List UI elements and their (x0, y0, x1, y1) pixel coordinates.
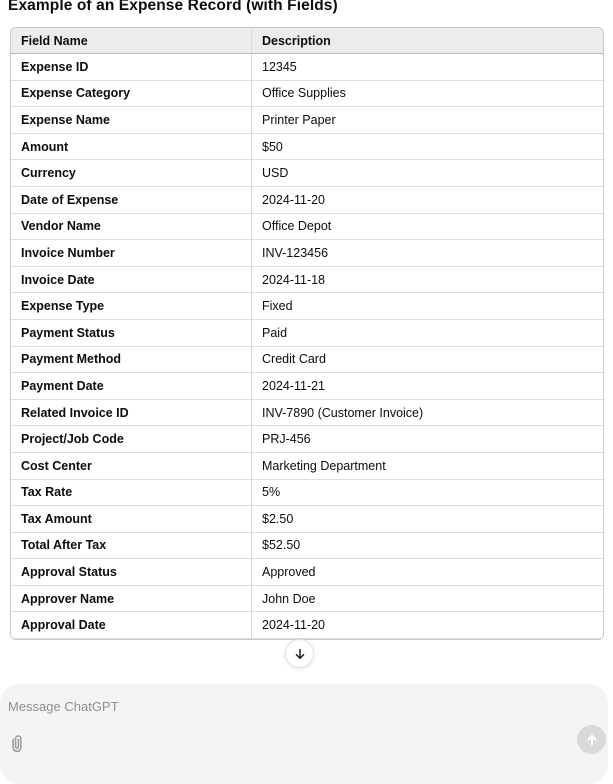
field-name-cell: Payment Method (11, 347, 252, 374)
description-cell: Marketing Department (252, 453, 603, 480)
column-header-field-name: Field Name (11, 28, 252, 54)
field-name-cell: Project/Job Code (11, 426, 252, 453)
down-arrow-icon (293, 647, 307, 661)
table-row (11, 506, 603, 533)
table-row (11, 54, 603, 81)
table-row (11, 187, 603, 214)
description-cell: John Doe (252, 586, 603, 613)
table-row (11, 81, 603, 108)
paperclip-icon (9, 733, 25, 755)
description-cell: Fixed (252, 293, 603, 320)
attach-file-button[interactable] (4, 731, 30, 757)
message-input-placeholder: Message ChatGPT (8, 699, 119, 714)
table-row (11, 134, 603, 161)
field-name-cell: Currency (11, 160, 252, 187)
column-header-description: Description (252, 28, 603, 54)
description-cell: Office Supplies (252, 81, 603, 108)
table-row (11, 293, 603, 320)
description-cell: 5% (252, 480, 603, 507)
field-name-cell: Expense Category (11, 81, 252, 108)
field-name-cell: Tax Rate (11, 480, 252, 507)
table-row (11, 347, 603, 374)
field-name-cell: Approver Name (11, 586, 252, 613)
table-row (11, 373, 603, 400)
table-row (11, 586, 603, 613)
field-name-cell: Invoice Date (11, 267, 252, 294)
table-row (11, 612, 603, 639)
description-cell: 2024-11-18 (252, 267, 603, 294)
table-row (11, 559, 603, 586)
description-cell: $2.50 (252, 506, 603, 533)
description-cell: Paid (252, 320, 603, 347)
description-cell: 12345 (252, 54, 603, 81)
field-name-cell: Tax Amount (11, 506, 252, 533)
field-name-cell: Payment Date (11, 373, 252, 400)
description-cell: 2024-11-20 (252, 612, 603, 639)
description-cell: INV-7890 (Customer Invoice) (252, 400, 603, 427)
table-row (11, 480, 603, 507)
field-name-cell: Expense ID (11, 54, 252, 81)
description-cell: 2024-11-21 (252, 373, 603, 400)
send-button[interactable] (577, 725, 606, 754)
field-name-cell: Vendor Name (11, 214, 252, 241)
table-row (11, 240, 603, 267)
table-header-row (11, 28, 603, 54)
field-name-cell: Expense Type (11, 293, 252, 320)
description-cell: 2024-11-20 (252, 187, 603, 214)
table-row (11, 426, 603, 453)
table-row (11, 400, 603, 427)
field-name-cell: Date of Expense (11, 187, 252, 214)
description-cell: Office Depot (252, 214, 603, 241)
table-row (11, 533, 603, 560)
field-name-cell: Expense Name (11, 107, 252, 134)
field-name-cell: Approval Status (11, 559, 252, 586)
expense-record-table (10, 27, 604, 640)
description-cell: $52.50 (252, 533, 603, 560)
table-row (11, 160, 603, 187)
table-row (11, 267, 603, 294)
scroll-to-bottom-button[interactable] (285, 639, 314, 668)
description-cell: PRJ-456 (252, 426, 603, 453)
field-name-cell: Amount (11, 134, 252, 161)
up-arrow-icon (585, 733, 599, 747)
description-cell: $50 (252, 134, 603, 161)
description-cell: Approved (252, 559, 603, 586)
field-name-cell: Approval Date (11, 612, 252, 639)
field-name-cell: Related Invoice ID (11, 400, 252, 427)
table-row (11, 107, 603, 134)
field-name-cell: Total After Tax (11, 533, 252, 560)
field-name-cell: Invoice Number (11, 240, 252, 267)
page-title: Example of an Expense Record (with Fields) (8, 0, 338, 14)
description-cell: Credit Card (252, 347, 603, 374)
field-name-cell: Cost Center (11, 453, 252, 480)
description-cell: USD (252, 160, 603, 187)
description-cell: INV-123456 (252, 240, 603, 267)
message-input[interactable] (0, 684, 608, 784)
table-row (11, 320, 603, 347)
field-name-cell: Payment Status (11, 320, 252, 347)
table-row (11, 214, 603, 241)
table-row (11, 453, 603, 480)
description-cell: Printer Paper (252, 107, 603, 134)
